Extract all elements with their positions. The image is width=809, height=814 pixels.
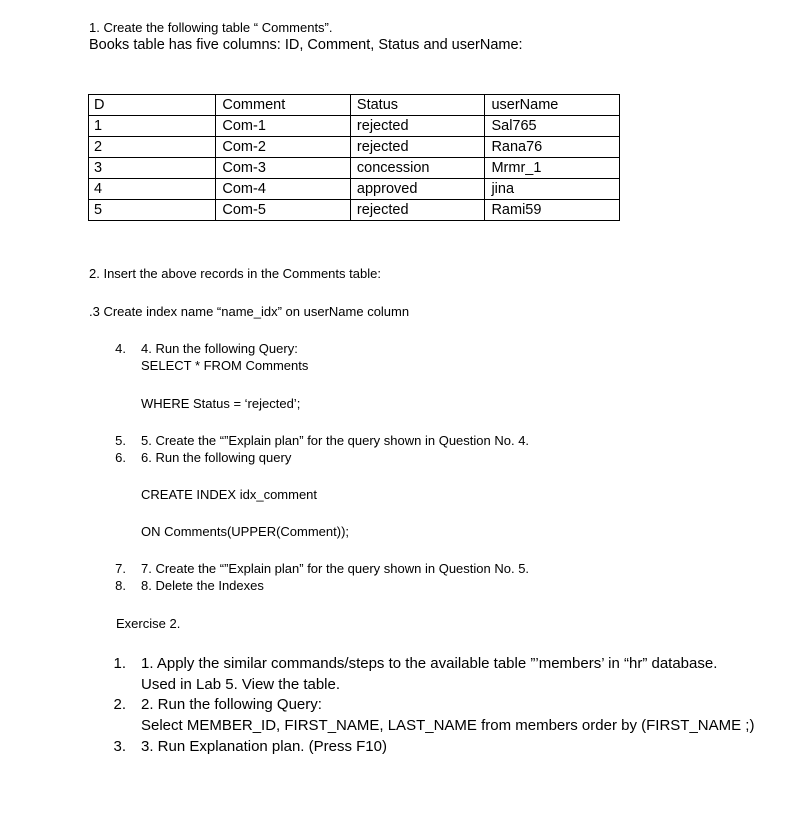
sql-create-index: CREATE INDEX idx_comment — [141, 487, 318, 502]
cell-comment: Com-5 — [216, 200, 351, 221]
cell-id: 4 — [89, 179, 216, 200]
table-row — [89, 200, 620, 221]
header-comment: Comment — [216, 95, 351, 116]
table-row — [89, 179, 620, 200]
cell-username: Mrmr_1 — [485, 158, 620, 179]
cell-username: jina — [485, 179, 620, 200]
cell-status: concession — [350, 158, 485, 179]
table-row — [89, 116, 620, 137]
sql-select: SELECT * FROM Comments — [141, 358, 309, 373]
list-item-4: 4. Run the following Query: — [141, 341, 298, 356]
cell-status: rejected — [350, 200, 485, 221]
list-item-7: 7. Create the “”Explain plan” for the query shown in Question No. 5. — [141, 561, 530, 576]
cell-id: 3 — [89, 158, 216, 179]
list-number: 3. — [113, 738, 126, 755]
question-1-description: Books table has five columns: ID, Comment, Status and userName: — [89, 37, 523, 53]
cell-id: 2 — [89, 137, 216, 158]
cell-comment: Com-4 — [216, 179, 351, 200]
question-1-title: 1. Create the following table “ Comments”. — [89, 20, 333, 35]
list-number: 7. — [115, 561, 126, 576]
cell-status: rejected — [350, 137, 485, 158]
cell-id: 1 — [89, 116, 216, 137]
cell-status: rejected — [350, 116, 485, 137]
exercise-2-title: Exercise 2. — [116, 616, 181, 631]
question-3: .3 Create index name “name_idx” on userName column — [89, 304, 410, 319]
list-number: 5. — [115, 433, 126, 448]
header-username: userName — [485, 95, 620, 116]
exercise-2-item-1-continuation: Used in Lab 5. View the table. — [141, 676, 341, 693]
cell-comment: Com-1 — [216, 116, 351, 137]
list-item-6: 6. Run the following query — [141, 450, 292, 465]
table-row — [89, 158, 620, 179]
exercise-2-item-1: 1. Apply the similar commands/steps to the available table ”’members’ in “hr” database. — [141, 655, 718, 672]
list-number: 6. — [115, 450, 126, 465]
cell-comment: Com-3 — [216, 158, 351, 179]
sql-on-comments: ON Comments(UPPER(Comment)); — [141, 524, 350, 539]
cell-id: 5 — [89, 200, 216, 221]
exercise-2-item-3: 3. Run Explanation plan. (Press F10) — [141, 738, 387, 755]
exercise-2-item-2: 2. Run the following Query: — [141, 696, 322, 713]
list-number: 1. — [113, 655, 126, 672]
sql-where: WHERE Status = ‘rejected’; — [141, 396, 301, 411]
list-number: 2. — [113, 696, 126, 713]
header-id: D — [89, 95, 216, 116]
table-header-row — [89, 95, 620, 116]
cell-status: approved — [350, 179, 485, 200]
table-row — [89, 137, 620, 158]
list-item-5: 5. Create the “”Explain plan” for the query shown in Question No. 4. — [141, 433, 530, 448]
cell-username: Rana76 — [485, 137, 620, 158]
exercise-2-sql: Select MEMBER_ID, FIRST_NAME, LAST_NAME from members order by (FIRST_NAME ;) — [141, 717, 755, 734]
cell-username: Sal765 — [485, 116, 620, 137]
question-2: 2. Insert the above records in the Comments table: — [89, 266, 381, 281]
list-number: 8. — [115, 578, 126, 593]
comments-table — [88, 94, 620, 221]
list-number: 4. — [115, 341, 126, 356]
header-status: Status — [350, 95, 485, 116]
list-item-8: 8. Delete the Indexes — [141, 578, 264, 593]
cell-username: Rami59 — [485, 200, 620, 221]
cell-comment: Com-2 — [216, 137, 351, 158]
